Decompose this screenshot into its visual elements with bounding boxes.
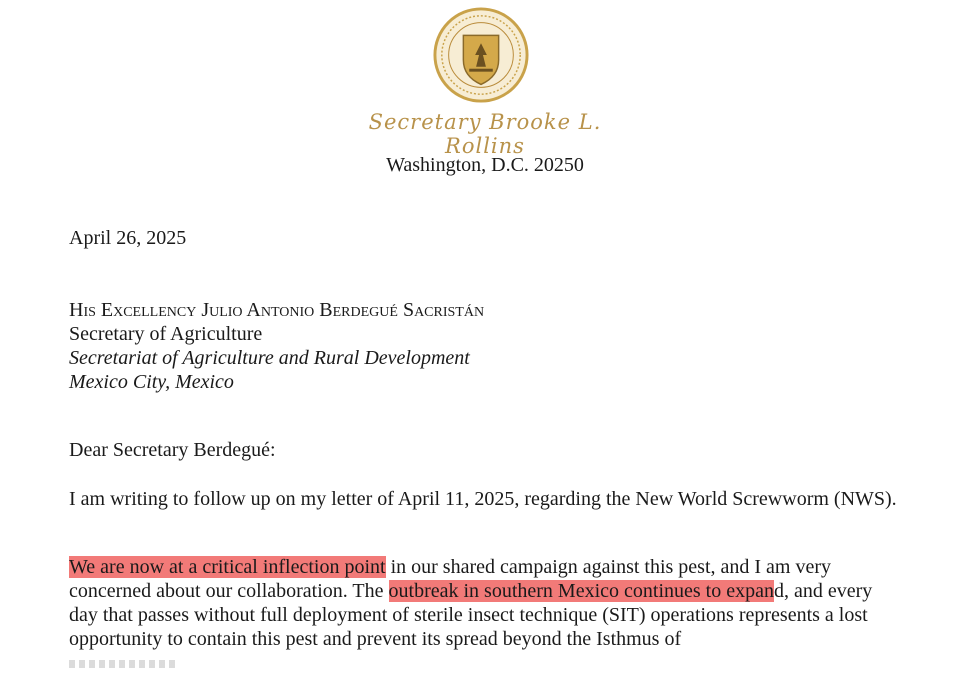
letter-date: April 26, 2025	[69, 227, 187, 249]
paragraph-2-text-1: in our shared campaign against this pest, and I am very concerned about our collaboration. The	[69, 556, 832, 602]
usda-seal-icon	[432, 6, 530, 104]
recipient-organization: Secretariat of Agriculture and Rural Development	[69, 347, 470, 369]
recipient-location: Mexico City, Mexico	[69, 371, 234, 393]
highlight-outbreak: outbreak in southern Mexico continues to expan	[388, 580, 774, 602]
signature-name: Secretary Brooke L. Rollins	[368, 110, 602, 158]
paragraph-1: I am writing to follow up on my letter of April 11, 2025, regarding the New World Screwworm (NWS).	[69, 488, 897, 510]
salutation: Dear Secretary Berdegué:	[69, 439, 276, 461]
highlight-inflection-point: We are now at a critical inflection point	[69, 556, 386, 578]
city-line: Washington, D.C. 20250	[386, 154, 584, 176]
paragraph-2-text-2: d, and every day that passes without full deployment of sterile insect technique (SIT) operations represents a lost opportunity to contain this pest and prevent its spread beyond the Isthmus of	[69, 580, 873, 650]
paragraph-2	[69, 555, 899, 667]
cut-off-text-line	[69, 660, 179, 668]
recipient-address	[69, 298, 484, 394]
recipient-title: Secretary of Agriculture	[69, 323, 263, 345]
recipient-name: His Excellency Julio Antonio Berdegué Sacristán	[69, 299, 485, 321]
